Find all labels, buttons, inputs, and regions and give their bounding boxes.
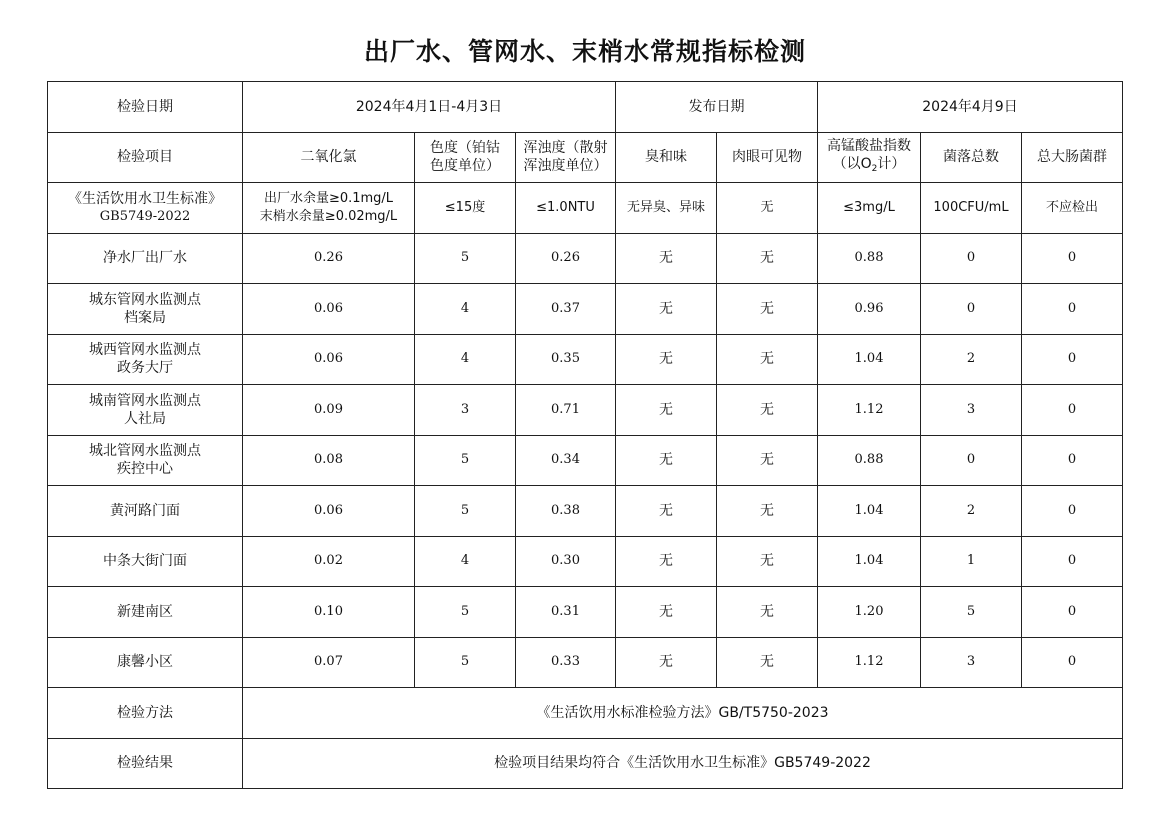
measurement-cell: 无 (616, 587, 717, 638)
measurement-cell: 0 (921, 435, 1022, 486)
site-name (48, 486, 243, 537)
table-row (48, 536, 1123, 587)
measurement-cell: 3 (921, 637, 1022, 688)
measurement-cell: 3 (415, 385, 516, 436)
measurement-cell: 0.10 (243, 587, 415, 638)
measurement-cell: 0.08 (243, 435, 415, 486)
site-name-line: 新建南区 (117, 603, 173, 620)
measurement-cell: 无 (616, 536, 717, 587)
standard-value: 无异臭、异味 (616, 183, 717, 234)
measurement-cell: 0.07 (243, 637, 415, 688)
measurement-cell: 0.37 (516, 284, 616, 335)
water-quality-table (47, 81, 1123, 789)
header-line-part: （以O (832, 155, 872, 172)
measurement-cell: 0 (1022, 536, 1123, 587)
measurement-cell: 0.06 (243, 486, 415, 537)
measurement-cell: 5 (415, 486, 516, 537)
measurement-cell: 0.34 (516, 435, 616, 486)
site-name (48, 637, 243, 688)
measurement-cell: 0.02 (243, 536, 415, 587)
measurement-cell: 无 (616, 334, 717, 385)
measurement-cell: 无 (717, 637, 818, 688)
site-name-line: 政务大厅 (117, 360, 173, 377)
standard-line: 末梢水余量≥0.02mg/L (259, 208, 398, 224)
header-line: 色度（铂钴 (430, 140, 500, 157)
header-line: 菌落总数 (943, 149, 999, 166)
standard-row (48, 183, 1123, 234)
table-row (48, 334, 1123, 385)
standard-value (243, 183, 415, 234)
header-line (820, 155, 918, 178)
measurement-cell: 0 (1022, 233, 1123, 284)
measurement-cell: 无 (717, 486, 818, 537)
standard-line: 出厂水余量≥0.1mg/L (263, 190, 394, 206)
result-label: 检验结果 (48, 738, 243, 789)
measurement-cell: 0 (1022, 587, 1123, 638)
measurement-cell: 无 (616, 385, 717, 436)
site-name-line: 城南管网水监测点 (89, 392, 201, 409)
measurement-cell: 1.04 (818, 486, 921, 537)
site-name (48, 435, 243, 486)
page-title: 出厂水、管网水、末梢水常规指标检测 (363, 37, 806, 66)
measurement-cell: 5 (415, 587, 516, 638)
measurement-cell: 0 (1022, 334, 1123, 385)
header-line: 浑浊度（散射 (523, 140, 608, 157)
measurement-cell: 5 (415, 435, 516, 486)
site-name-line: 黄河路门面 (110, 502, 180, 519)
measurement-cell: 2 (921, 334, 1022, 385)
header-line: 臭和味 (645, 149, 687, 166)
measurement-cell: 0 (1022, 486, 1123, 537)
table-row (48, 233, 1123, 284)
site-name-line: 城西管网水监测点 (89, 342, 201, 359)
measurement-cell: 无 (717, 435, 818, 486)
measurement-cell: 1 (921, 536, 1022, 587)
item-label: 检验项目 (48, 132, 243, 183)
test-date-value: 2024年4月1日-4月3日 (243, 82, 616, 133)
measurement-cell: 无 (616, 435, 717, 486)
info-row (48, 82, 1123, 133)
standard-value: 100CFU/mL (921, 183, 1022, 234)
header-chlorine-dioxide (243, 132, 415, 183)
method-label: 检验方法 (48, 688, 243, 739)
standard-label-line: 《生活饮用水卫生标准》 (68, 190, 222, 207)
measurement-cell: 0.26 (516, 233, 616, 284)
measurement-cell: 无 (717, 587, 818, 638)
measurement-cell: 0 (921, 233, 1022, 284)
header-permanganate-index (818, 132, 921, 183)
measurement-cell: 5 (415, 637, 516, 688)
measurement-cell: 1.04 (818, 536, 921, 587)
measurement-cell: 3 (921, 385, 1022, 436)
header-line: 肉眼可见物 (732, 149, 802, 166)
header-line: 色度单位） (430, 158, 500, 175)
site-name-line: 净水厂出厂水 (103, 250, 187, 267)
method-value: 《生活饮用水标准检验方法》GB/T5750-2023 (243, 688, 1123, 739)
site-name-line: 人社局 (124, 410, 166, 427)
measurement-cell: 0.35 (516, 334, 616, 385)
header-total-coliform (1022, 132, 1123, 183)
measurement-cell: 4 (415, 284, 516, 335)
standard-label (48, 183, 243, 234)
measurement-cell: 无 (616, 233, 717, 284)
site-name (48, 587, 243, 638)
measurement-cell: 0.30 (516, 536, 616, 587)
measurement-cell: 1.12 (818, 385, 921, 436)
measurement-cell: 0.33 (516, 637, 616, 688)
measurement-cell: 0 (1022, 385, 1123, 436)
standard-label-line: GB5749-2022 (99, 208, 191, 224)
header-line: 高锰酸盐指数 (827, 137, 911, 154)
site-name (48, 334, 243, 385)
measurement-cell: 0.06 (243, 334, 415, 385)
measurement-cell: 无 (717, 334, 818, 385)
measurement-cell: 0.31 (516, 587, 616, 638)
table-row (48, 385, 1123, 436)
table-row (48, 587, 1123, 638)
measurement-cell: 无 (717, 536, 818, 587)
measurement-cell: 5 (921, 587, 1022, 638)
header-turbidity (516, 132, 616, 183)
measurement-cell: 无 (717, 233, 818, 284)
measurement-cell: 0.38 (516, 486, 616, 537)
measurement-cell: 0 (921, 284, 1022, 335)
publish-date-value: 2024年4月9日 (818, 82, 1123, 133)
header-color (415, 132, 516, 183)
table-row (48, 435, 1123, 486)
table-row (48, 284, 1123, 335)
header-odor-taste (616, 132, 717, 183)
header-total-colony (921, 132, 1022, 183)
measurement-cell: 1.20 (818, 587, 921, 638)
method-row (48, 688, 1123, 739)
header-line: 浑浊度单位） (523, 158, 608, 175)
measurement-cell: 无 (616, 284, 717, 335)
header-line: 总大肠菌群 (1037, 149, 1107, 166)
publish-date-label: 发布日期 (616, 82, 818, 133)
test-date-label: 检验日期 (48, 82, 243, 133)
header-visible-matter (717, 132, 818, 183)
table-row (48, 486, 1123, 537)
site-name (48, 385, 243, 436)
measurement-cell: 无 (616, 486, 717, 537)
standard-value: ≤15度 (415, 183, 516, 234)
measurement-cell: 无 (616, 637, 717, 688)
site-name-line: 城北管网水监测点 (89, 443, 201, 460)
subscript: 2 (871, 163, 878, 174)
measurement-cell: 0 (1022, 435, 1123, 486)
standard-value: 不应检出 (1022, 183, 1123, 234)
table-row (48, 637, 1123, 688)
site-name-line: 档案局 (124, 309, 166, 326)
measurement-cell: 2 (921, 486, 1022, 537)
site-name-line: 康馨小区 (117, 654, 173, 671)
measurement-cell: 5 (415, 233, 516, 284)
result-row (48, 738, 1123, 789)
header-line-part: 计） (877, 155, 906, 172)
measurement-cell: 0 (1022, 637, 1123, 688)
standard-value: ≤1.0NTU (516, 183, 616, 234)
measurement-cell: 4 (415, 334, 516, 385)
standard-value: ≤3mg/L (818, 183, 921, 234)
measurement-cell: 无 (717, 385, 818, 436)
measurement-cell: 0.88 (818, 435, 921, 486)
site-name (48, 284, 243, 335)
measurement-cell: 0.88 (818, 233, 921, 284)
measurement-cell: 1.12 (818, 637, 921, 688)
measurement-cell: 0.96 (818, 284, 921, 335)
standard-value: 无 (717, 183, 818, 234)
site-name (48, 233, 243, 284)
measurement-cell: 无 (717, 284, 818, 335)
measurement-cell: 1.04 (818, 334, 921, 385)
measurement-cell: 0.26 (243, 233, 415, 284)
site-name-line: 中条大街门面 (103, 553, 187, 570)
measurement-cell: 4 (415, 536, 516, 587)
measurement-cell: 0.06 (243, 284, 415, 335)
site-name-line: 城东管网水监测点 (89, 291, 201, 308)
site-name (48, 536, 243, 587)
measurement-cell: 0 (1022, 284, 1123, 335)
header-line: 二氧化氯 (300, 149, 357, 166)
header-row (48, 132, 1123, 183)
result-value: 检验项目结果均符合《生活饮用水卫生标准》GB5749-2022 (243, 738, 1123, 789)
measurement-cell: 0.71 (516, 385, 616, 436)
site-name-line: 疾控中心 (117, 461, 173, 478)
measurement-cell: 0.09 (243, 385, 415, 436)
